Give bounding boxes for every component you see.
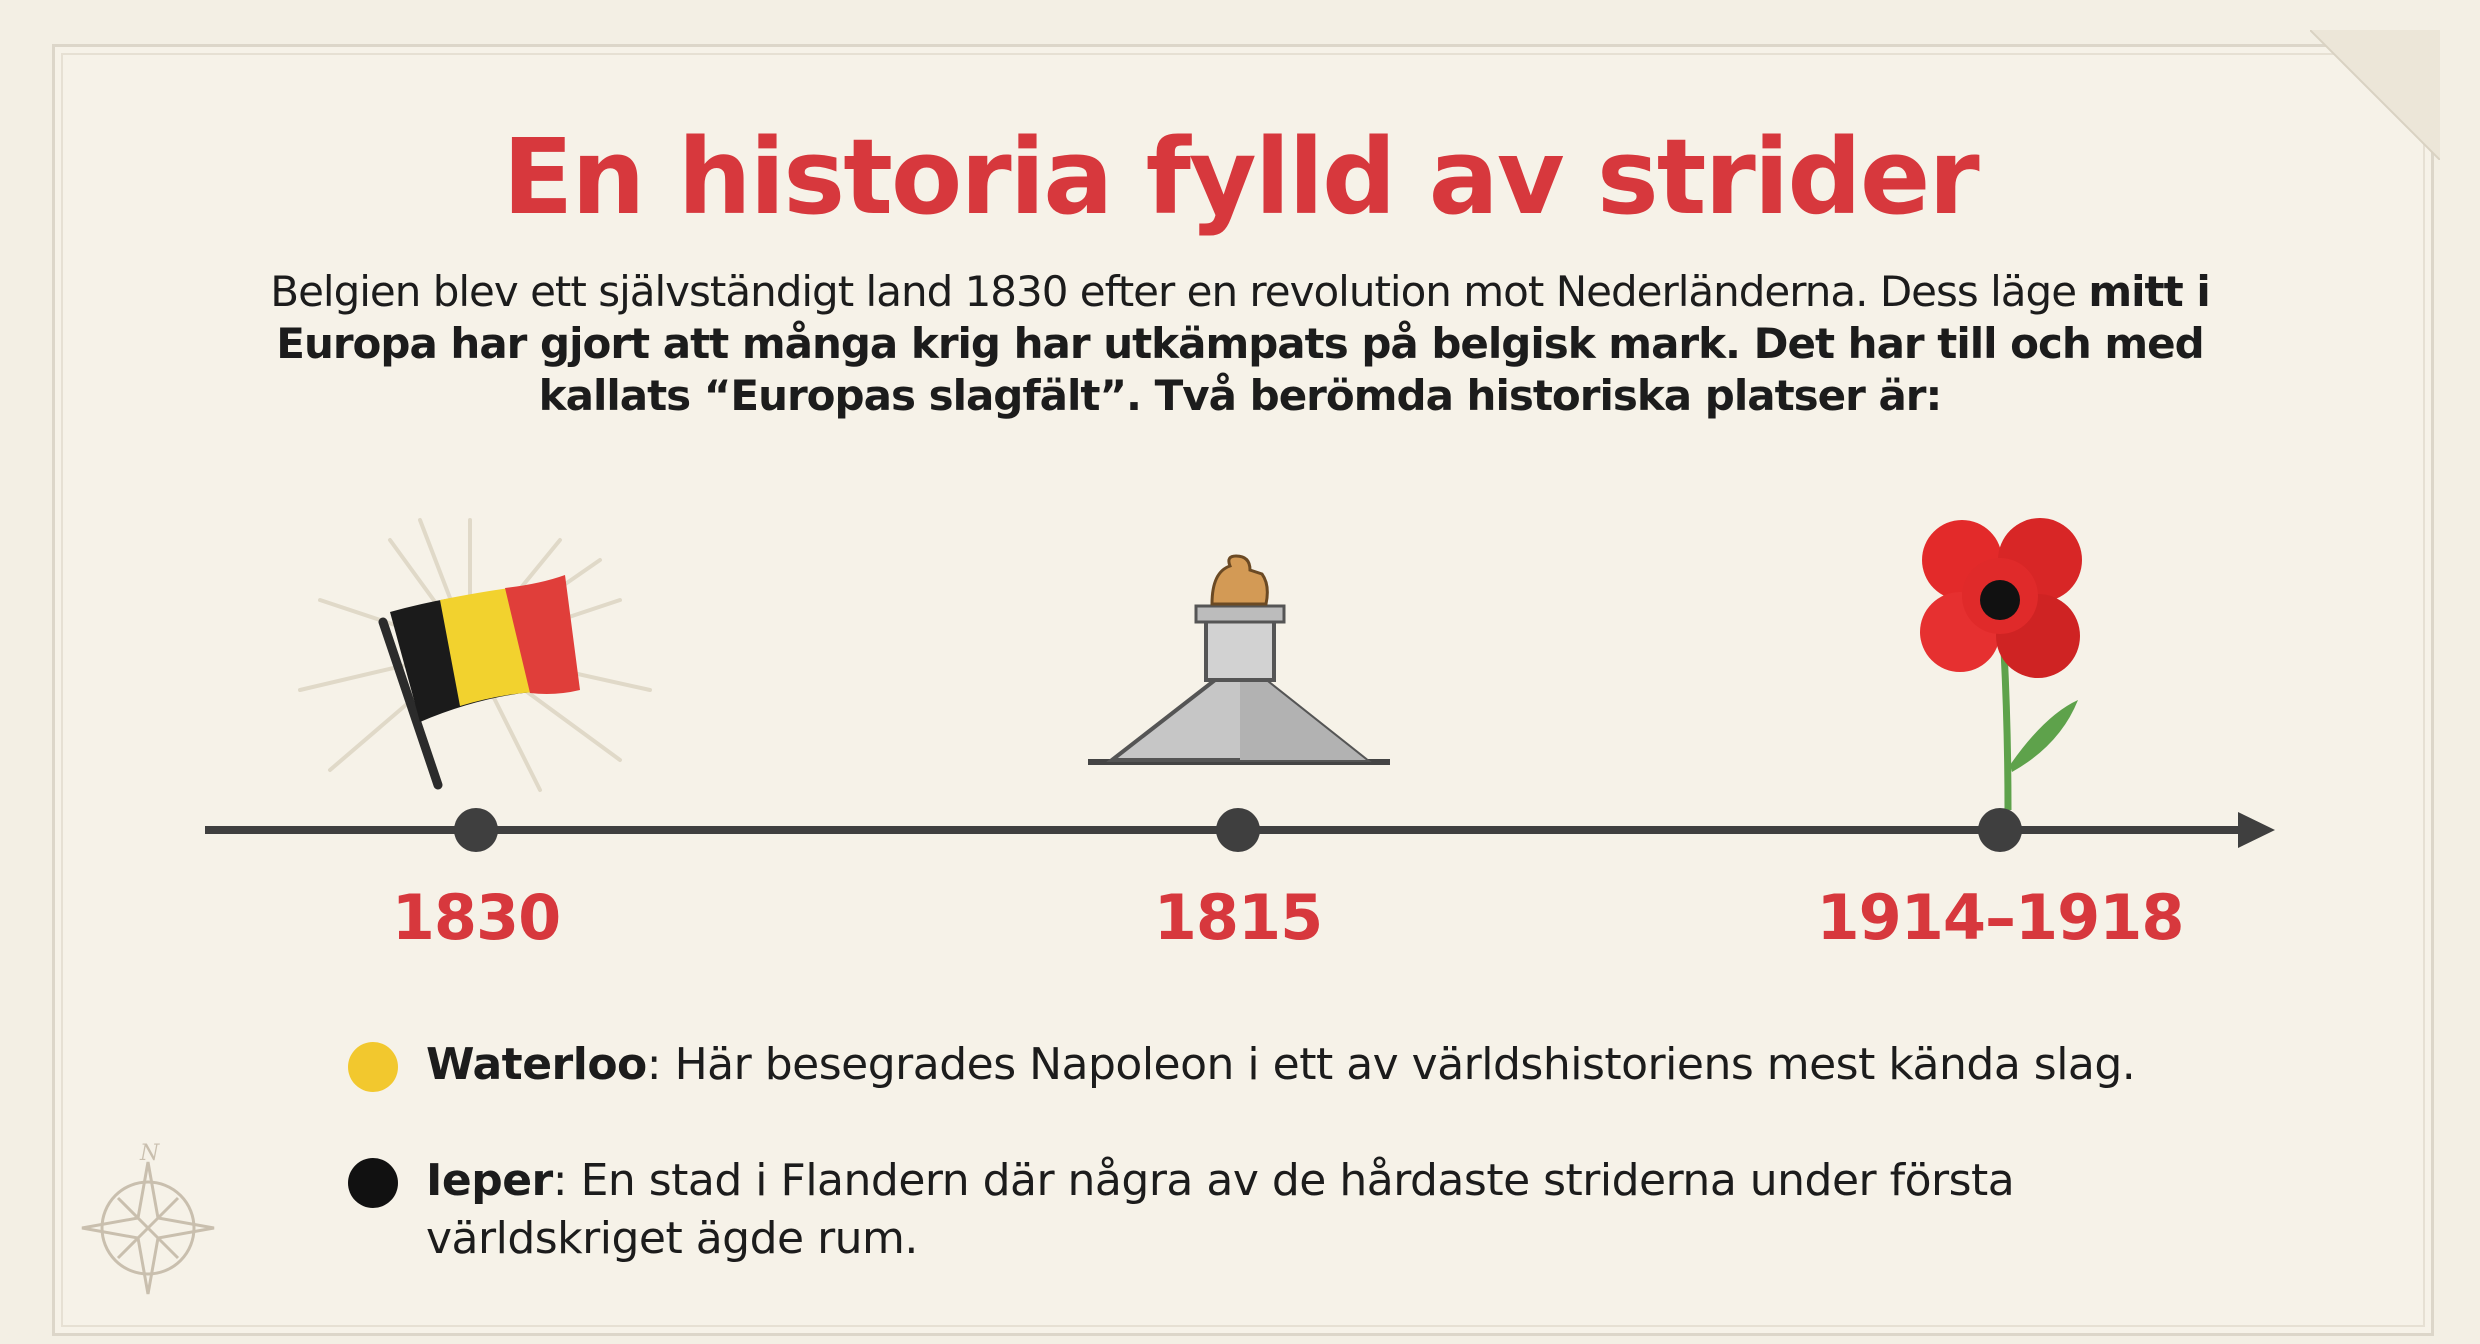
- lion-mound-monument-icon: [1088, 556, 1390, 762]
- timeline-year-1914-1918: 1914–1918: [1816, 881, 2184, 954]
- ieper-separator: :: [552, 1155, 568, 1206]
- svg-text:N: N: [140, 1141, 160, 1166]
- page-title: En historia fylld av strider: [502, 116, 1978, 238]
- waterloo-bullet: [348, 1042, 398, 1092]
- red-poppy-icon: [1920, 518, 2082, 810]
- waterloo-name: Waterloo: [426, 1039, 647, 1090]
- timeline-marker-1914-1918: [1978, 808, 2022, 852]
- compass-rose-icon: [82, 1141, 214, 1294]
- waterloo-item: [426, 1036, 2326, 1094]
- intro-bold-text: mitt i Europa har gjort att många krig har utkämpats på belgisk mark. Det har till och med kallats “Europas slagfält”. Två berömda historiska platser är:: [276, 267, 2210, 420]
- ieper-item: [426, 1152, 2246, 1268]
- timeline-year-1815: 1815: [1153, 881, 1323, 954]
- timeline-year-1830: 1830: [391, 881, 561, 954]
- timeline-marker-1815: [1216, 808, 1260, 852]
- belgian-flag-icon: [300, 520, 650, 790]
- waterloo-description: Här besegrades Napoleon i ett av världshistoriens mest kända slag.: [661, 1039, 2136, 1090]
- timeline-marker-1830: [454, 808, 498, 852]
- ieper-name: Ieper: [426, 1155, 553, 1206]
- intro-text: Belgien blev ett självständigt land 1830 efter en revolution mot Nederländerna. Dess läge: [270, 267, 2089, 316]
- timeline-arrow-icon: [2238, 812, 2275, 848]
- ieper-description: En stad i Flandern där några av de hårdaste striderna under första världskriget ägde rum.: [426, 1155, 2015, 1264]
- ieper-bullet: [348, 1158, 398, 1208]
- waterloo-separator: :: [646, 1039, 662, 1090]
